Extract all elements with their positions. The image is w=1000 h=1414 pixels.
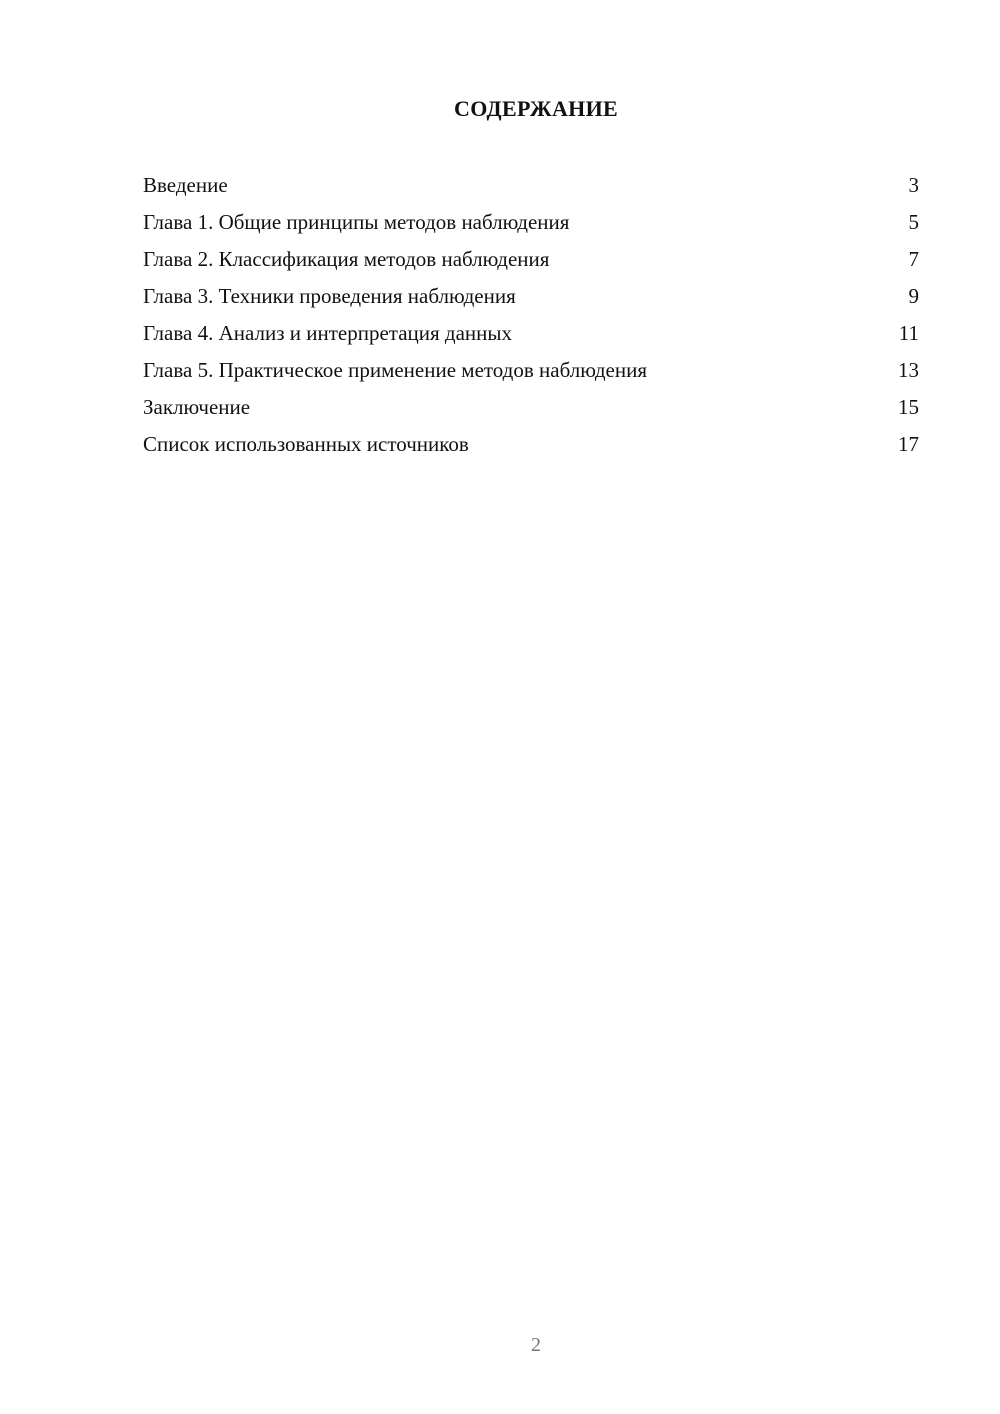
toc-entry-label: Заключение: [143, 395, 251, 419]
page-number: 2: [531, 1334, 541, 1356]
toc-entry-page: 3: [908, 173, 919, 197]
toc-entry-page: 9: [908, 284, 919, 308]
toc-entry-label: Глава 3. Техники проведения наблюдения: [143, 284, 516, 308]
toc-entry-references: [143, 430, 919, 467]
toc-entry-page: 15: [898, 395, 919, 419]
toc-entry-label: Глава 1. Общие принципы методов наблюдения: [143, 210, 570, 234]
toc-entry-label: Глава 2. Классификация методов наблюдения: [143, 247, 550, 271]
toc-entry-page: 5: [908, 210, 919, 234]
toc-entry-page: 13: [898, 358, 919, 382]
toc-entry-label: Список использованных источников: [143, 432, 469, 456]
toc-entry-label: Глава 4. Анализ и интерпретация данных: [143, 321, 512, 345]
toc-entry-introduction: [143, 171, 919, 208]
toc-entry-label: Введение: [143, 173, 228, 197]
toc-entry-chapter-3: [143, 282, 919, 319]
toc-entry-chapter-5: [143, 356, 919, 393]
table-of-contents: [143, 171, 919, 467]
toc-entry-chapter-2: [143, 245, 919, 282]
toc-entry-page: 11: [898, 321, 919, 345]
toc-entry-page: 17: [898, 432, 919, 456]
page-title: СОДЕРЖАНИЕ: [454, 96, 618, 121]
toc-entry-label: Глава 5. Практическое применение методов наблюдения: [143, 358, 647, 382]
toc-entry-chapter-1: [143, 208, 919, 245]
toc-entry-chapter-4: [143, 319, 919, 356]
toc-entry-conclusion: [143, 393, 919, 430]
toc-entry-page: 7: [908, 247, 919, 271]
